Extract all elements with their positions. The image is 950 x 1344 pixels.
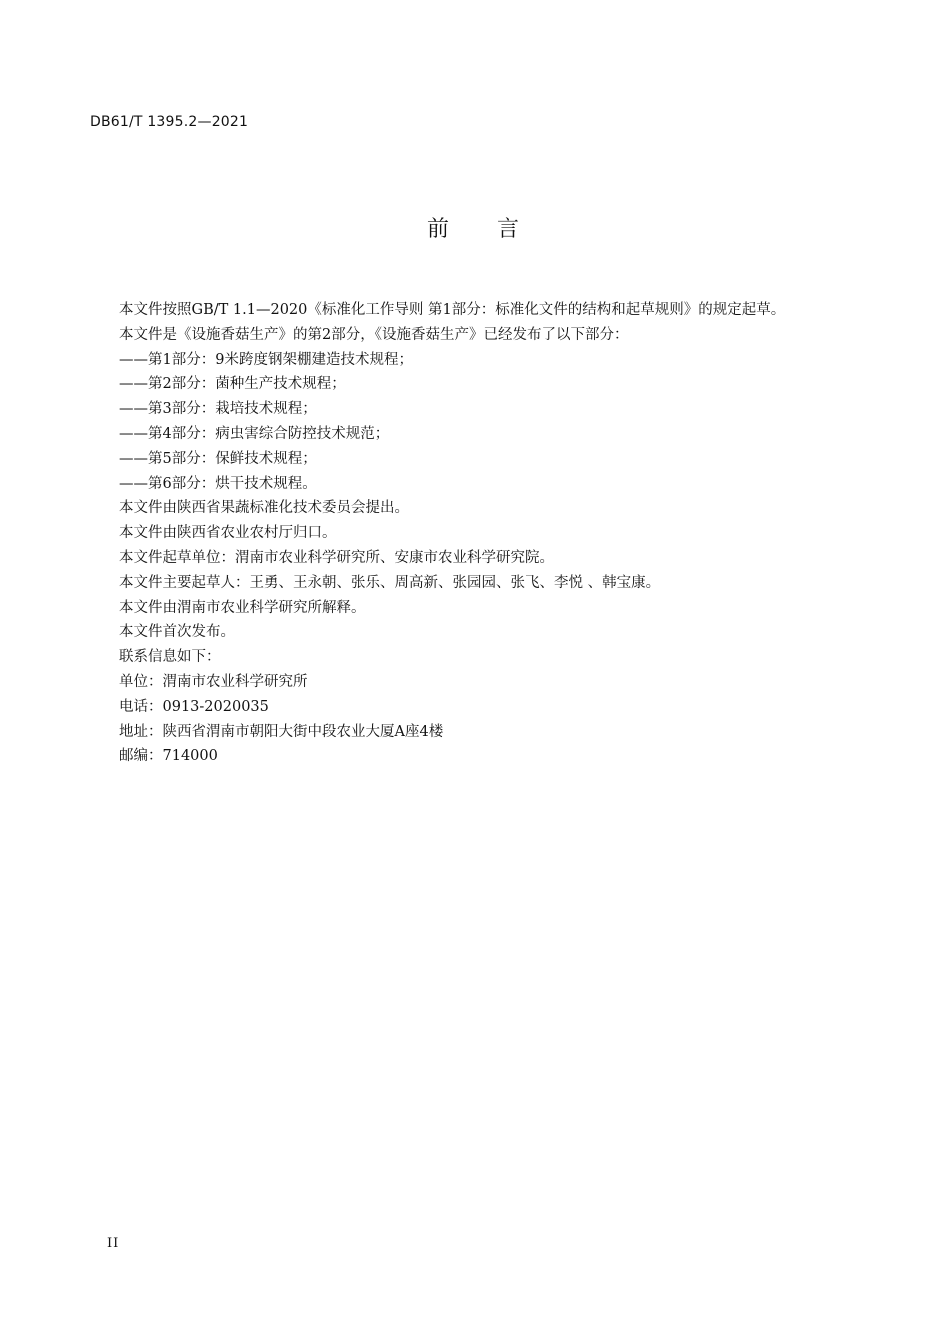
title-char-1: 前 xyxy=(426,217,453,242)
paragraph-series-intro: 本文件是《设施香菇生产》的第2部分，《设施香菇生产》已经发布了以下部分： xyxy=(119,326,629,343)
foreword-body xyxy=(90,298,840,769)
list-item-part-1: ——第1部分：9米跨度钢架棚建造技术规程； xyxy=(119,351,413,368)
list-item-part-6: ——第6部分：烘干技术规程。 xyxy=(119,475,317,492)
paragraph-centralized-by: 本文件由陕西省农业农村厅归口。 xyxy=(119,525,337,542)
list-item-part-4: ——第4部分：病虫害综合防控技术规范； xyxy=(119,425,390,442)
paragraph-drafting-units: 本文件起草单位：渭南市农业科学研究所、安康市农业科学研究院。 xyxy=(119,549,554,566)
title-char-2: 言 xyxy=(497,217,524,242)
paragraph-drafters: 本文件主要起草人：王勇、王永朝、张乐、周高新、张园园、张飞、李悦 、韩宝康。 xyxy=(119,574,661,591)
contact-phone: 电话：0913-2020035 xyxy=(119,698,269,715)
paragraph-proposer: 本文件由陕西省果蔬标准化技术委员会提出。 xyxy=(119,500,409,517)
paragraph-first-release: 本文件首次发布。 xyxy=(119,624,235,641)
list-item-part-2: ——第2部分：菌种生产技术规程； xyxy=(119,376,346,393)
contact-address: 地址：陕西省渭南市朝阳大街中段农业大厦A座4楼 xyxy=(119,723,444,740)
contact-unit: 单位：渭南市农业科学研究所 xyxy=(119,673,308,690)
paragraph-interpretation: 本文件由渭南市农业科学研究所解释。 xyxy=(119,599,366,616)
page-number: II xyxy=(107,1236,120,1251)
document-code: DB61/T 1395.2—2021 xyxy=(90,114,249,130)
paragraph-contact-heading: 联系信息如下： xyxy=(119,649,221,666)
paragraph-drafting-basis: 本文件按照GB/T 1.1—2020《标准化工作导则 第1部分：标准化文件的结构和起草规则》的规定起草。 xyxy=(119,302,786,318)
contact-postcode: 邮编：714000 xyxy=(119,748,218,765)
list-item-part-3: ——第3部分：栽培技术规程； xyxy=(119,401,317,418)
list-item-part-5: ——第5部分：保鲜技术规程； xyxy=(119,450,317,467)
page-title xyxy=(0,212,950,243)
